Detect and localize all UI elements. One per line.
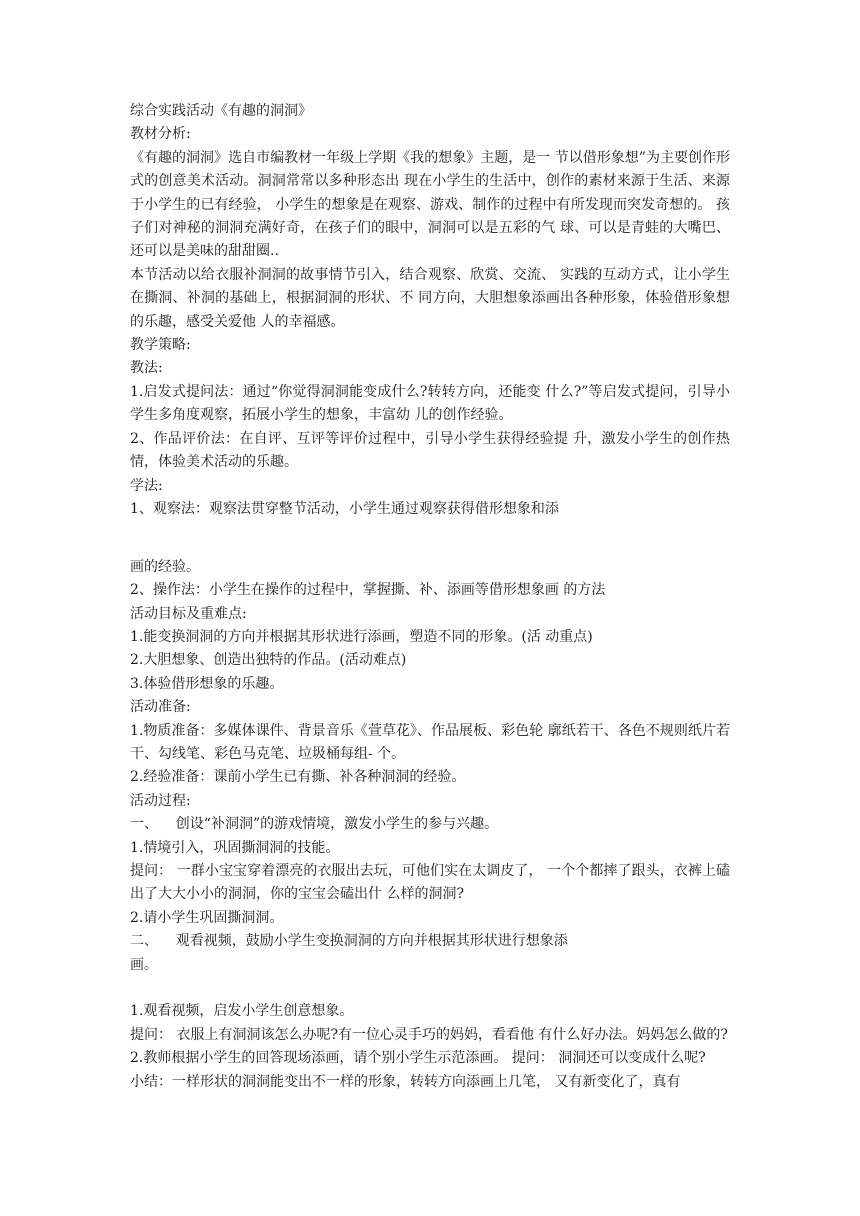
paragraph: 1.情境引入，巩固撕洞洞的技能。	[130, 839, 340, 856]
blank-line	[130, 545, 730, 556]
section-heading: 活动过程:	[130, 792, 191, 809]
paragraph: 一、 创设“补洞洞”的游戏情境，激发小学生的参与兴趣。	[130, 816, 499, 833]
paragraph: 2.大胆想象、创造出独特的作品。(活动难点)	[130, 652, 407, 669]
blank-line	[130, 977, 730, 1000]
paragraph: 提问： 一群小宝宝穿着漂亮的衣服出去玩，可他们实在太调皮了， 一个个都摔了跟头，衣裤上磕出了大大小小的洞洞，你的宝宝会磕出什 么样的洞洞?	[130, 862, 730, 903]
paragraph: 二、 观看视频，鼓励小学生变换洞洞的方向并根据其形状进行想象添	[130, 933, 568, 950]
paragraph: 本节活动以给衣服补洞洞的故事情节引入，结合观察、欣赏、交流、 实践的互动方式，让小学生在撕洞、补洞的基础上，根据洞洞的形状、不 同方向，大胆想象添画出各种形象，体验借形象想的乐趣，感受关爱他 人的幸福感。	[130, 266, 730, 330]
paragraph: 小结：一样形状的洞洞能变出不一样的形象，转转方向添画上几笔， 又有新变化了，真有	[130, 1073, 681, 1090]
paragraph: 画。	[130, 956, 158, 973]
paragraph: 1.物质准备：多媒体课件、背景音乐《萱草花》、作品展板、彩色轮 廓纸若干、各色不规则纸片若干、勾线笔、彩色马克笔、垃圾桶每组- 个。	[130, 722, 730, 762]
paragraph: 2、作品评价法：在自评、互评等评价过程中，引导小学生获得经验提 升，激发小学生的创作热情，体验美术活动的乐趣。	[130, 430, 730, 471]
paragraph: 画的经验。	[130, 558, 200, 575]
paragraph: 3.体验借形想象的乐趣。	[130, 675, 284, 692]
subsection-heading: 教法:	[130, 360, 163, 377]
paragraph: 2.经验准备：课前小学生已有撕、补各种洞洞的经验。	[130, 769, 466, 786]
paragraph: 2.教师根据小学生的回答现场添画，请个别小学生示范添画。 提问： 洞洞还可以变成什么呢?	[130, 1050, 706, 1067]
section-heading: 活动目标及重难点:	[130, 605, 247, 622]
section-heading: 教材分析:	[130, 126, 191, 143]
subsection-heading: 学法:	[130, 477, 163, 494]
paragraph: 1.观看视频，启发小学生创意想象。	[130, 1003, 354, 1020]
section-heading: 活动准备:	[130, 699, 191, 716]
paragraph: 1.启发式提问法：通过“你觉得洞洞能变成什么?转转方向，还能变 什么?”等启发式提问，引导小学生多角度观察，拓展小学生的想象，丰富幼 儿的创作经验。	[130, 383, 730, 424]
paragraph: 1.能变换洞洞的方向并根据其形状进行添画，塑造不同的形象。(活 动重点)	[130, 628, 593, 645]
document-body	[130, 100, 730, 1094]
paragraph: 《有趣的洞洞》选自市编教材一年级上学期《我的想象》主题，是一 节以借形象想”为主要创作形式的创意美术活动。洞洞常常以多种形态出 现在小学生的生活中，创作的素材来源于生活、来源于小学生的已有经验， 小学生的想象是在观察、游戏、制作的过程中有所发现而突发奇想的。 孩子们对神秘的洞洞充满好奇，在孩子们的眼中，洞洞可以是五彩的气 球、可以是青蛙的大嘴巴、还可以是美味的甜甜圈..	[130, 149, 730, 260]
document-title: 综合实践活动《有趣的洞洞》	[130, 103, 312, 119]
paragraph: 1、观察法：观察法贯穿整节活动，小学生通过观察获得借形想象和添	[130, 500, 559, 517]
section-heading: 教学策略:	[130, 337, 191, 354]
paragraph: 2、操作法：小学生在操作的过程中，掌握撕、补、添画等借形想象画 的方法	[130, 582, 606, 599]
paragraph: 提问： 衣服上有洞洞该怎么办呢?有一位心灵手巧的妈妈，看看他 有什么好办法。妈妈怎么做的?	[130, 1026, 728, 1043]
paragraph: 2.请小学生巩固撕洞洞。	[130, 909, 284, 926]
blank-line	[130, 521, 730, 544]
